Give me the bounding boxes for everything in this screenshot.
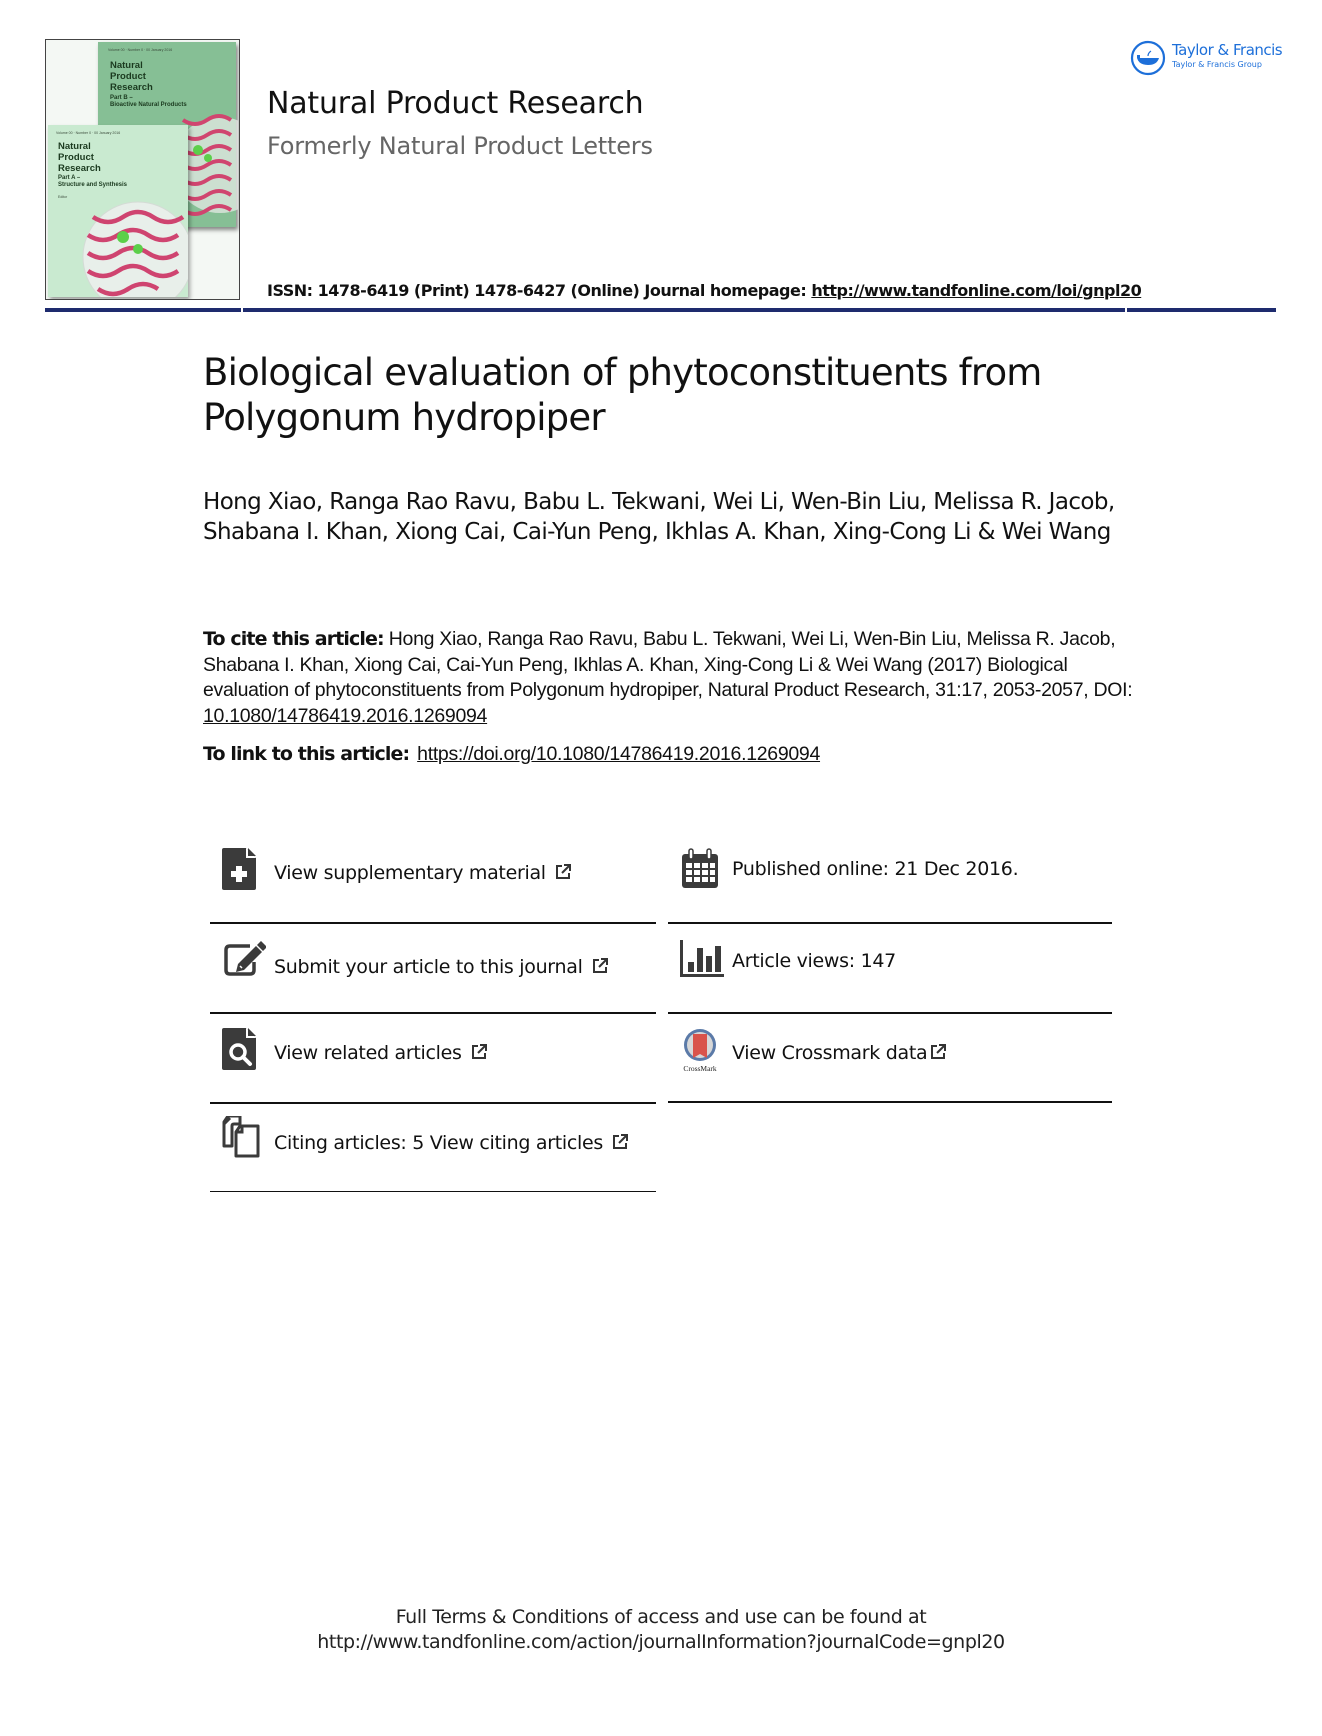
- article-link-block: [203, 743, 820, 766]
- cover-volume-text: Volume 00 · Number 0 · 00 January 2016: [108, 48, 173, 52]
- related-articles-label: View related articles: [274, 1042, 462, 1064]
- citation-block: [203, 627, 1133, 729]
- submit-article-link[interactable]: [222, 938, 652, 1028]
- protein-ribbon-graphic-a: [78, 197, 188, 297]
- cover-volume-text-a: Volume 00 · Number 0 · 00 January 2016: [56, 131, 121, 135]
- journal-homepage-link[interactable]: http://www.tandfonline.com/loi/gnpl20: [811, 281, 1142, 300]
- published-online-info: [680, 848, 1110, 938]
- cite-label: To cite this article:: [203, 628, 384, 650]
- citing-articles-link[interactable]: [222, 1116, 652, 1206]
- link-label: To link to this article:: [203, 743, 410, 765]
- calendar-icon: [680, 848, 724, 892]
- header-rule-right: [1127, 308, 1276, 312]
- file-search-icon: [222, 1028, 266, 1072]
- view-related-articles-link[interactable]: [222, 1028, 652, 1118]
- terms-footer: [0, 1605, 1322, 1655]
- divider: [210, 1012, 656, 1014]
- external-link-icon: [929, 1043, 947, 1061]
- submit-article-label: Submit your article to this journal: [274, 956, 583, 978]
- citation-text: Hong Xiao, Ranga Rao Ravu, Babu L. Tekwani, Wei Li, Wen-Bin Liu, Melissa R. Jacob, Shabana I. Khan, Xiong Cai, Cai-Yun Peng, Ikhlas A. Khan, Xing-Cong Li & Wei Wang (2017) Biological evaluation of phytoconstituents from Polygonum hydropiper, Natural Product Research, 31:17, 2053-2057, DOI:: [203, 628, 1133, 701]
- crossmark-icon: [680, 1028, 724, 1072]
- publisher-name: Taylor & Francis: [1172, 41, 1283, 59]
- header-rule-left: [45, 308, 241, 312]
- article-authors: Hong Xiao, Ranga Rao Ravu, Babu L. Tekwani, Wei Li, Wen-Bin Liu, Melissa R. Jacob, Shabana I. Khan, Xiong Cai, Cai-Yun Peng, Ikhlas A. Khan, Xing-Cong Li & Wei Wang: [203, 489, 1115, 545]
- view-crossmark-link[interactable]: [680, 1028, 1110, 1118]
- journal-title: Natural Product Research: [267, 86, 644, 121]
- taylor-francis-logo-icon: [1130, 40, 1166, 76]
- svg-text:CrossMark: CrossMark: [683, 1064, 717, 1072]
- issn-line: [267, 281, 1141, 300]
- article-doi-url[interactable]: https://doi.org/10.1080/14786419.2016.1269094: [417, 743, 821, 765]
- cover-part-b-title: Natural Product Research: [110, 60, 153, 93]
- divider: [210, 922, 656, 924]
- edit-icon: [222, 938, 266, 982]
- citing-articles-label: Citing articles: 5 View citing articles: [274, 1132, 604, 1154]
- divider: [210, 1191, 656, 1192]
- divider: [668, 922, 1112, 924]
- issn-text: ISSN: 1478-6419 (Print) 1478-6427 (Online) Journal homepage:: [267, 281, 812, 300]
- divider: [210, 1102, 656, 1104]
- published-online-label: Published online: 21 Dec 2016.: [732, 858, 1019, 880]
- doi-link[interactable]: 10.1080/14786419.2016.1269094: [203, 704, 488, 727]
- external-link-icon: [470, 1043, 488, 1061]
- cover-part-a-title: Natural Product Research: [58, 141, 101, 174]
- external-link-icon: [591, 957, 609, 975]
- crossmark-label: View Crossmark data: [732, 1042, 928, 1064]
- cover-editor-label: Editor: [58, 195, 68, 199]
- header-rule-middle: [243, 308, 1125, 312]
- file-plus-icon: [222, 848, 266, 892]
- external-link-icon: [554, 863, 572, 881]
- divider: [668, 1101, 1112, 1103]
- terms-url[interactable]: http://www.tandfonline.com/action/journalInformation?journalCode=gnpl20: [317, 1631, 1005, 1653]
- publisher-group: Taylor & Francis Group: [1172, 60, 1262, 69]
- external-link-icon: [611, 1133, 629, 1151]
- journal-subtitle: Formerly Natural Product Letters: [267, 132, 653, 160]
- cover-part-a: [48, 125, 188, 297]
- article-title: Biological evaluation of phytoconstituents from Polygonum hydropiper: [203, 351, 1042, 439]
- journal-cover-image: [45, 39, 240, 300]
- article-views-label: Article views: 147: [732, 950, 896, 972]
- cover-part-b-subtitle: Part B – Bioactive Natural Products: [110, 95, 187, 108]
- view-supplementary-material-link[interactable]: [222, 848, 652, 938]
- supplementary-label: View supplementary material: [274, 862, 546, 884]
- bar-chart-icon: [680, 938, 724, 982]
- copy-files-icon: [222, 1116, 266, 1160]
- terms-line: Full Terms & Conditions of access and use can be found at: [395, 1606, 927, 1628]
- divider: [668, 1012, 1112, 1014]
- article-views-info: [680, 938, 1110, 1028]
- cover-part-a-subtitle: Part A – Structure and Synthesis: [58, 175, 128, 188]
